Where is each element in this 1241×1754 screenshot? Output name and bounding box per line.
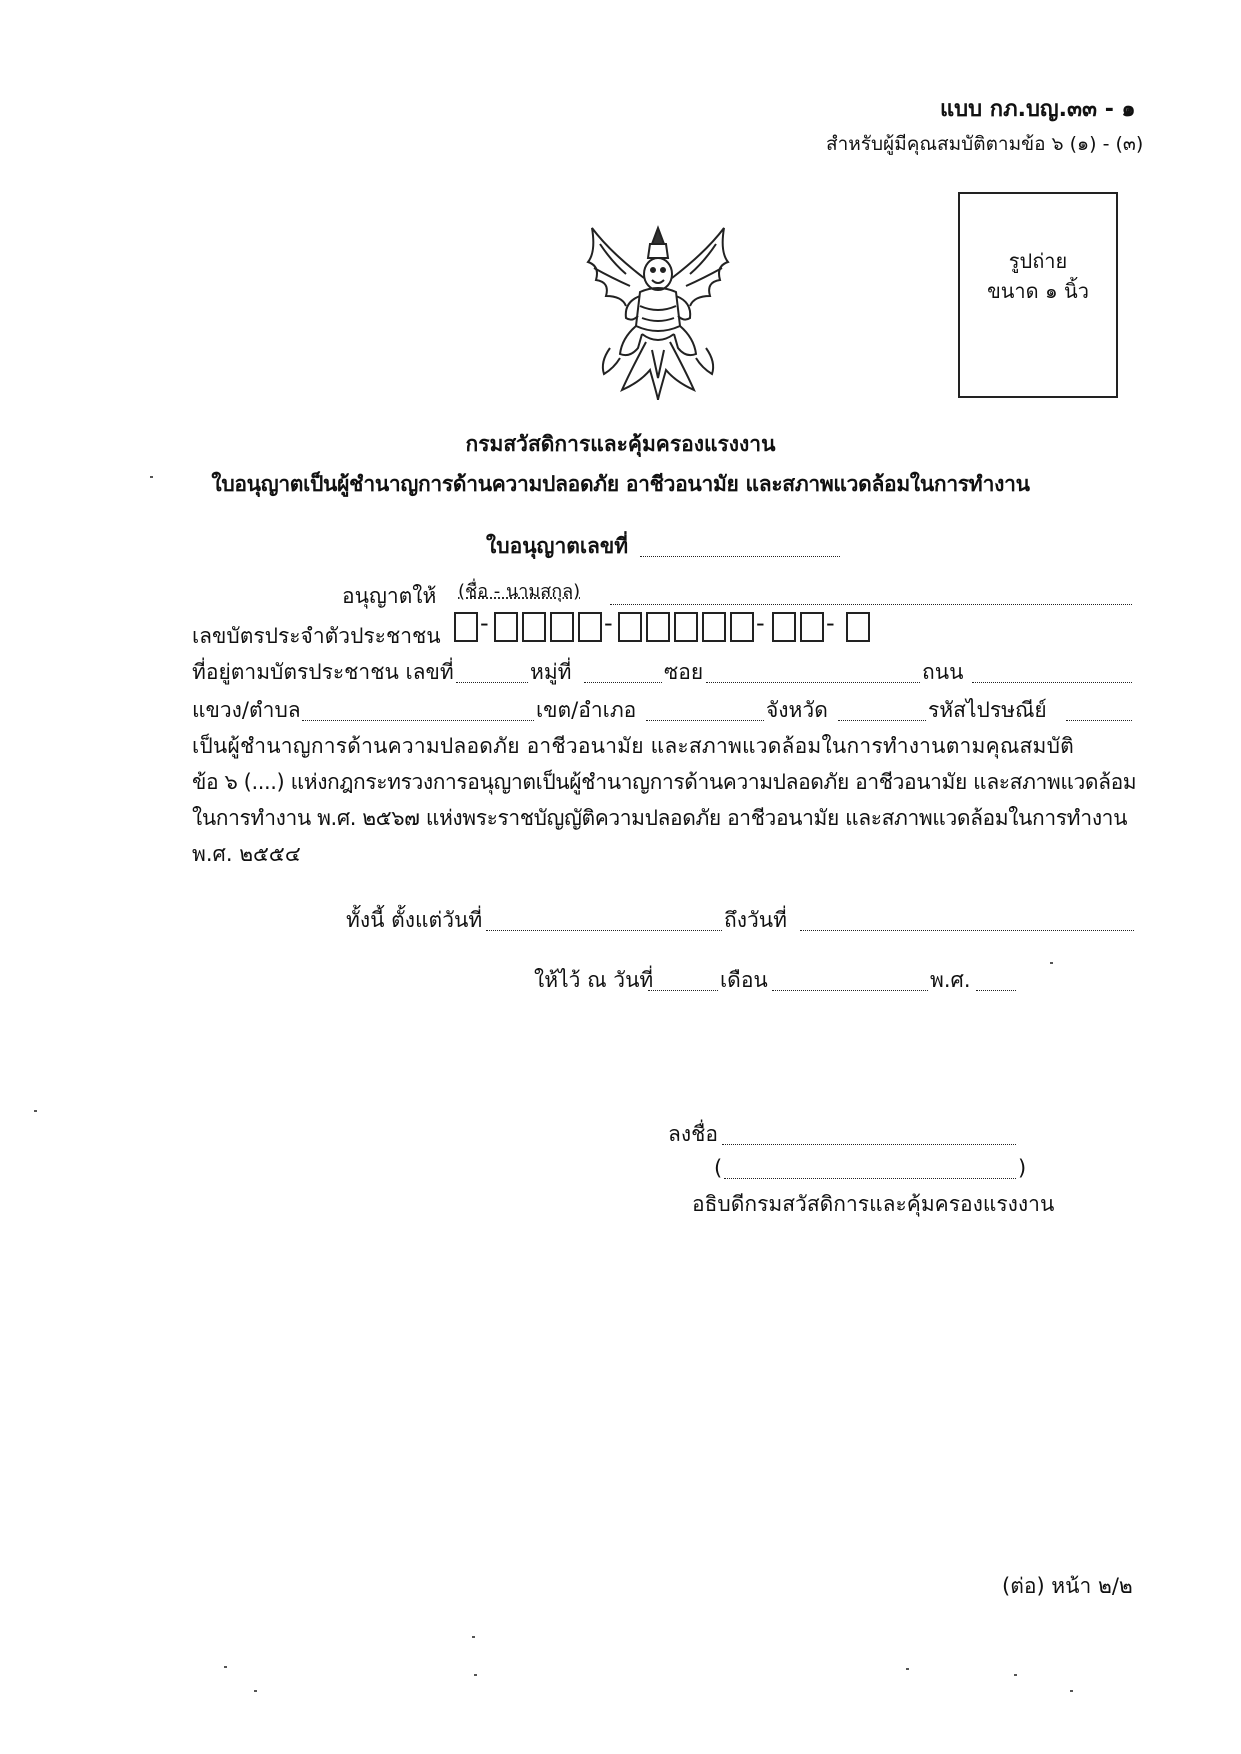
id-box-2[interactable] (494, 612, 518, 642)
photo-box-line1: รูปถ่าย (1008, 249, 1068, 273)
valid-to-label: ถึงวันที่ (724, 908, 787, 932)
issued-date-label: ให้ไว้ ณ วันที่ (534, 968, 654, 992)
sign-label: ลงชื่อ (668, 1122, 718, 1146)
signer-name-open-paren: ( (714, 1156, 723, 1180)
license-number-label: ใบอนุญาตเลขที่ (486, 534, 629, 558)
scan-speck (906, 1668, 909, 1670)
signer-name-field[interactable] (724, 1178, 1016, 1179)
scan-speck (1014, 1674, 1017, 1676)
id-box-8[interactable] (674, 612, 698, 642)
body-line-3: ในการทำงาน พ.ศ. ๒๕๖๗ แห่งพระราชบัญญัติความปลอดภัย อาชีวอนามัย และสภาพแวดล้อมในการทำงาน (192, 806, 1128, 830)
moo-field[interactable] (584, 682, 662, 683)
id-card-label: เลขบัตรประจำตัวประชาชน (192, 624, 441, 648)
id-box-3[interactable] (522, 612, 546, 642)
issued-day-field[interactable] (648, 990, 718, 991)
road-label: ถนน (922, 660, 964, 684)
body-line-2: ข้อ ๖ (....) แห่งกฎกระทรวงการอนุญาตเป็นผู้ชำนาญการด้านความปลอดภัย อาชีวอนามัย และสภาพแวดล้อม (192, 770, 1137, 794)
id-dash-1: - (480, 609, 489, 637)
body-line-4: พ.ศ. ๒๕๕๔ (192, 842, 301, 866)
soi-field[interactable] (706, 682, 920, 683)
scan-speck (1070, 1690, 1073, 1692)
province-field[interactable] (838, 720, 926, 721)
license-number-field[interactable] (640, 556, 840, 557)
department-name: กรมสวัสดิการและคุ้มครองแรงงาน (465, 432, 776, 456)
signer-title: อธิบดีกรมสวัสดิการและคุ้มครองแรงงาน (692, 1192, 1055, 1216)
scan-speck (34, 1110, 37, 1112)
district-field[interactable] (646, 720, 764, 721)
province-label: จังหวัด (766, 698, 828, 722)
issued-month-field[interactable] (772, 990, 928, 991)
valid-from-field[interactable] (486, 930, 722, 931)
photo-placeholder-box[interactable] (958, 192, 1118, 398)
address-label: ที่อยู่ตามบัตรประชาชน เลขที่ (192, 660, 454, 684)
id-box-1[interactable] (454, 612, 478, 642)
id-box-5[interactable] (578, 612, 602, 642)
page-continued-note: (ต่อ) หน้า ๒/๒ (1002, 1574, 1133, 1598)
id-box-13[interactable] (846, 612, 870, 642)
soi-label: ซอย (664, 660, 704, 684)
scan-speck (150, 476, 153, 478)
body-line-1: เป็นผู้ชำนาญการด้านความปลอดภัย อาชีวอนามัย และสภาพแวดล้อมในการทำงานตามคุณสมบัติ (192, 734, 1074, 758)
signer-name-close-paren: ) (1018, 1156, 1027, 1180)
issued-month-label: เดือน (720, 968, 768, 992)
subdistrict-label: แขวง/ตำบล (192, 698, 301, 722)
body-paragraph (192, 728, 1137, 872)
qualification-note: สำหรับผู้มีคุณสมบัติตามข้อ ๖ (๑) - (๓) (826, 133, 1144, 155)
garuda-emblem (570, 222, 746, 404)
scan-speck (254, 1690, 257, 1692)
subdistrict-field[interactable] (302, 720, 534, 721)
form-code: แบบ กภ.บญ.๓๓ - ๑ (940, 97, 1136, 122)
id-box-9[interactable] (702, 612, 726, 642)
valid-from-label: ทั้งนี้ ตั้งแต่วันที่ (346, 908, 483, 932)
postcode-field[interactable] (1066, 720, 1132, 721)
id-box-11[interactable] (772, 612, 796, 642)
name-field[interactable] (610, 604, 1132, 605)
moo-label: หมู่ที่ (530, 660, 572, 684)
photo-box-line2: ขนาด ๑ นิ้ว (987, 279, 1089, 303)
issued-year-label: พ.ศ. (930, 968, 971, 992)
scan-speck (474, 1674, 477, 1676)
road-field[interactable] (972, 682, 1132, 683)
id-box-7[interactable] (646, 612, 670, 642)
id-box-10[interactable] (730, 612, 754, 642)
scan-speck (1050, 962, 1053, 964)
id-box-4[interactable] (550, 612, 574, 642)
id-dash-4: - (826, 609, 835, 637)
valid-to-field[interactable] (800, 930, 1134, 931)
id-dash-2: - (604, 609, 613, 637)
name-hint: (ชื่อ - นามสกุล) (458, 581, 581, 602)
signature-field[interactable] (722, 1144, 1016, 1145)
id-box-12[interactable] (800, 612, 824, 642)
house-number-field[interactable] (456, 682, 528, 683)
grant-to-label: อนุญาตให้ (342, 584, 437, 608)
scan-speck (472, 1636, 475, 1638)
scan-speck (224, 1666, 227, 1668)
issued-year-field[interactable] (976, 990, 1016, 991)
document-title: ใบอนุญาตเป็นผู้ชำนาญการด้านความปลอดภัย อาชีวอนามัย และสภาพแวดล้อมในการทำงาน (211, 472, 1030, 496)
district-label: เขต/อำเภอ (536, 698, 637, 722)
postcode-label: รหัสไปรษณีย์ (928, 698, 1047, 722)
id-box-6[interactable] (618, 612, 642, 642)
id-dash-3: - (756, 609, 765, 637)
